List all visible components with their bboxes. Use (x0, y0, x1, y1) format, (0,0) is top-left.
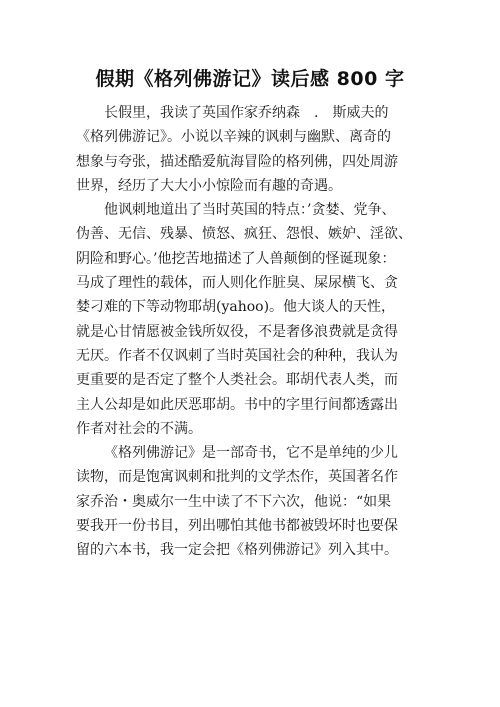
text-line: 《格列佛游记》。小说以辛辣的讽刺与幽默、离奇的 (76, 129, 391, 146)
text-line: 《格列佛游记》是一部奇书，它不是单纯的少儿 (104, 445, 398, 462)
text-line: 阴险和野心。’他挖苦地描述了人兽颠倒的怪诞现象： (76, 250, 396, 267)
text-line: 家乔治・奥威尔一生中读了不下六次，他说：“如果 (76, 493, 392, 510)
text-line: 留的六本书，我一定会把《格列佛游记》列入其中。 (76, 542, 398, 559)
text-line: 作者对社会的不满。 (76, 420, 202, 437)
text-line: 他讽刺地道出了当时英国的特点：’贪婪、党争、 (104, 202, 396, 219)
text-line: 世界，经历了大大小小惊险而有趣的奇遇。 (76, 177, 342, 194)
text-line: 读物，而是饱寓讽刺和批判的文学杰作，英国著名作 (76, 469, 398, 486)
document-title: 假期《格列佛游记》读后感 800 字 (95, 68, 405, 90)
text-line: 长假里，我读了英国作家乔纳森 . 斯威夫的 (104, 105, 389, 121)
text-line: 要我开一份书目，列出哪怕其他书都被毁坏时也要保 (76, 518, 398, 535)
text-line: 伪善、无信、残暴、愤怒、疯狂、怨恨、嫉妒、淫欲、 (76, 226, 412, 243)
text-line: 就是心甘情愿被金钱所奴役，不是奢侈浪费就是贪得 (76, 323, 398, 340)
text-line: 主人公却是如此厌恶耶胡。书中的字里行间都透露出 (76, 396, 398, 413)
text-line: 婪刁难的下等动物耶胡(yahoo)。他大谈人的天性， (76, 299, 396, 316)
text-line: 无厌。作者不仅讽刺了当时英国社会的种种，我认为 (76, 347, 398, 364)
text-line: 想象与夸张，描述酷爱航海冒险的格列佛，四处周游 (76, 153, 398, 170)
text-line: 马成了理性的载体，而人则化作脏臭、屎尿横飞、贪 (76, 275, 398, 292)
document-body (76, 101, 436, 563)
text-line: 更重要的是否定了整个人类社会。耶胡代表人类，而 (76, 372, 398, 389)
